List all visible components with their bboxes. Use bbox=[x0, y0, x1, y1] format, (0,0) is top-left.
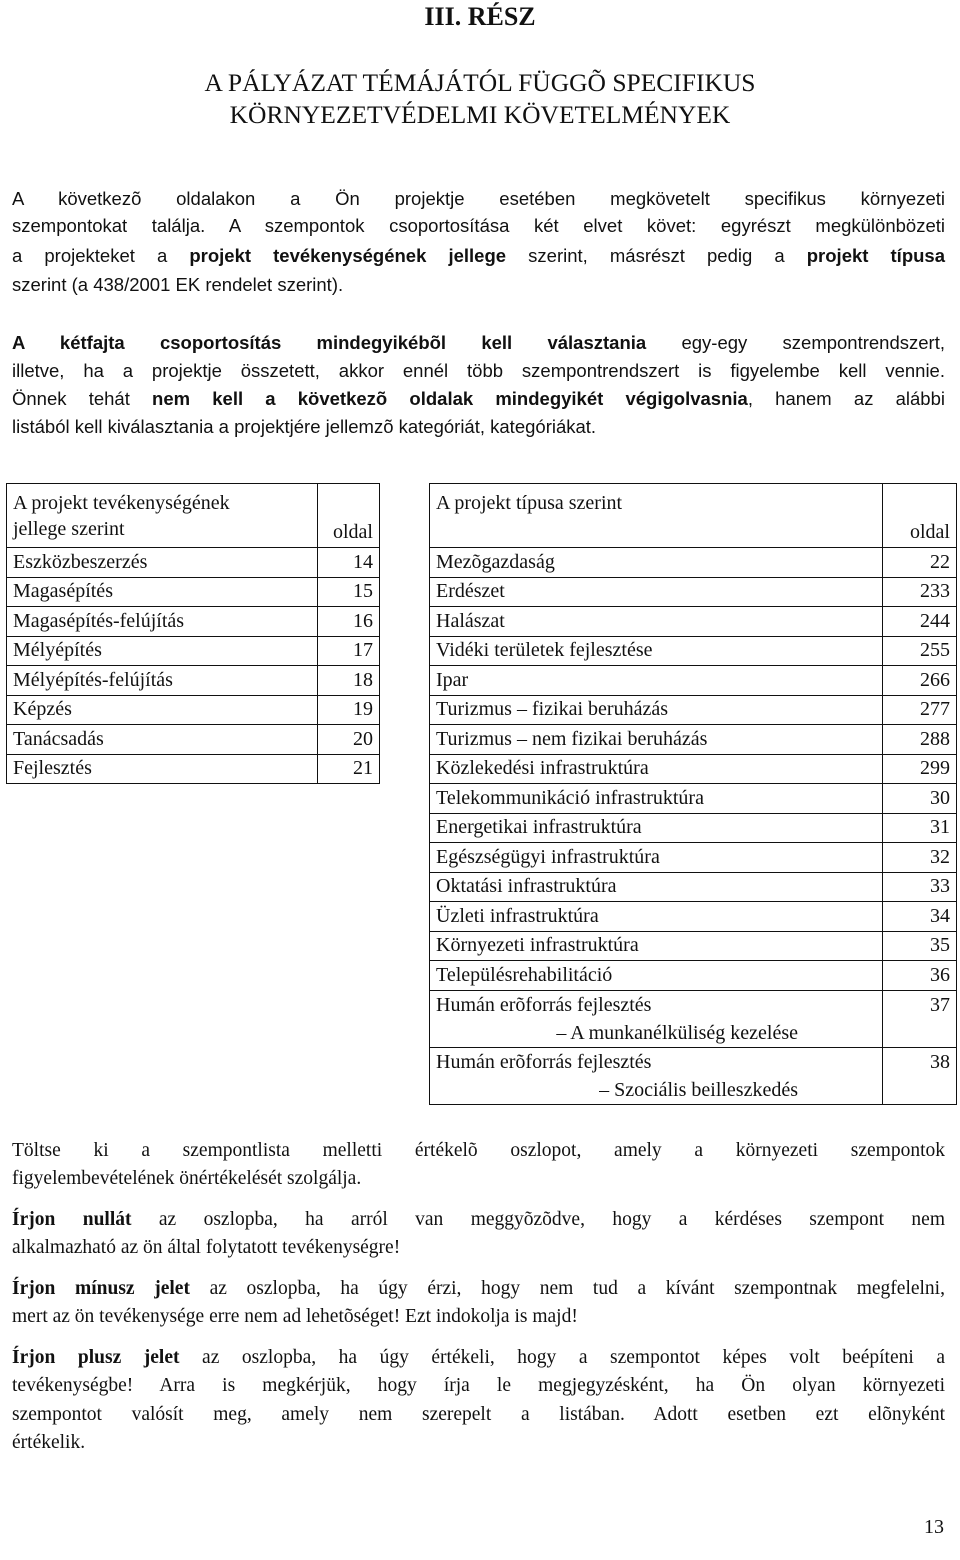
instr-p3-line-2: mert az ön tevékenysége erre nem ad lehetõséget! Ezt indokolja is majd! bbox=[12, 1306, 578, 1327]
intro-line-4: szerint (a 438/2001 EK rendelet szerint). bbox=[12, 274, 344, 295]
para2-line-3: Önnek tehát nem kell a következõ oldalak mindegyikét végigolvasnia, hanem az alábbi bbox=[12, 388, 946, 409]
row-label-sub: – A munkanélküliség kezelése bbox=[556, 1021, 798, 1044]
instr-p4-line-3: szempontot valósít meg, amely nem szerepelt a listában. Adott esetben ezt elõnyként bbox=[12, 1404, 945, 1425]
table-row bbox=[7, 725, 380, 755]
table-row bbox=[430, 990, 957, 1047]
table-row bbox=[7, 636, 380, 666]
row-label: Településrehabilitáció bbox=[430, 961, 883, 991]
row-label: Magasépítés-felújítás bbox=[7, 607, 318, 637]
page-number: 13 bbox=[924, 1516, 944, 1538]
row-label: Környezeti infrastruktúra bbox=[430, 931, 883, 961]
table-header-row bbox=[430, 484, 957, 548]
row-label: Tanácsadás bbox=[7, 725, 318, 755]
intro-line-3: a projekteket a projekt tevékenységének jellege szerint, másrészt pedig a projekt típusa bbox=[12, 245, 945, 266]
row-label: Ipar bbox=[430, 666, 883, 696]
table-row bbox=[7, 754, 380, 784]
row-page: 255 bbox=[883, 636, 957, 666]
para2-line-4: listából kell kiválasztania a projektjére jellemzõ kategóriát, kategóriákat. bbox=[12, 416, 597, 437]
row-label: Turizmus – nem fizikai beruházás bbox=[430, 725, 883, 755]
table-row bbox=[430, 872, 957, 902]
table-row bbox=[430, 843, 957, 873]
para2-line-1: A kétfajta csoportosítás mindegyikébõl kell választania egy-egy szempontrendszert, bbox=[12, 332, 945, 353]
table-row bbox=[430, 548, 957, 578]
row-label: Üzleti infrastruktúra bbox=[430, 902, 883, 932]
activity-table bbox=[6, 483, 380, 784]
row-label: Mélyépítés-felújítás bbox=[7, 666, 318, 696]
title-line-1: A PÁLYÁZAT TÉMÁJÁTÓL FÜGGÕ SPECIFIKUS bbox=[204, 68, 756, 97]
table-row bbox=[430, 813, 957, 843]
instr-p2-line-1: Írjon nullát az oszlopba, ha arról van meggyõzõdve, hogy a kérdéses szempont nem bbox=[12, 1209, 945, 1230]
row-label-main: Humán erõforrás fejlesztés bbox=[436, 1050, 652, 1073]
table-row bbox=[430, 695, 957, 725]
row-label: Turizmus – fizikai beruházás bbox=[430, 695, 883, 725]
table-row bbox=[430, 636, 957, 666]
row-label-main: Humán erõforrás fejlesztés bbox=[436, 993, 652, 1016]
row-page: 35 bbox=[883, 931, 957, 961]
row-label: Mezõgazdaság bbox=[430, 548, 883, 578]
table-row bbox=[430, 577, 957, 607]
instr-p4-line-4: értékelik. bbox=[12, 1432, 86, 1453]
table-row bbox=[430, 931, 957, 961]
row-page: 33 bbox=[883, 872, 957, 902]
table-row bbox=[7, 548, 380, 578]
part-heading: III. RÉSZ bbox=[424, 2, 536, 31]
instr-p2-line-2: alkalmazható az ön által folytatott tevékenységre! bbox=[12, 1237, 401, 1258]
row-page: 36 bbox=[883, 961, 957, 991]
type-header: A projekt típusa szerint bbox=[430, 484, 883, 548]
row-page: 38 bbox=[883, 1047, 957, 1104]
row-label: Energetikai infrastruktúra bbox=[430, 813, 883, 843]
row-page: 277 bbox=[883, 695, 957, 725]
row-page: 244 bbox=[883, 607, 957, 637]
row-label: Közlekedési infrastruktúra bbox=[430, 754, 883, 784]
page-column-header: oldal bbox=[318, 484, 380, 548]
row-label: Eszközbeszerzés bbox=[7, 548, 318, 578]
instr-p1-line-1: Töltse ki a szempontlista melletti értékelõ oszlopot, amely a környezeti szempontok bbox=[12, 1140, 945, 1161]
row-page: 30 bbox=[883, 784, 957, 814]
row-page: 18 bbox=[318, 666, 380, 696]
row-page: 299 bbox=[883, 754, 957, 784]
row-label: Képzés bbox=[7, 695, 318, 725]
row-label: Egészségügyi infrastruktúra bbox=[430, 843, 883, 873]
row-label: Telekommunikáció infrastruktúra bbox=[430, 784, 883, 814]
table-row bbox=[430, 961, 957, 991]
table-row bbox=[7, 607, 380, 637]
row-page: 32 bbox=[883, 843, 957, 873]
intro-line-2: szempontokat találja. A szempontok csoportosítása két elvet követ: egyrészt megkülönbözeti bbox=[12, 215, 945, 236]
intro-line-1: A következõ oldalakon a Ön projektje esetében megkövetelt specifikus környezeti bbox=[12, 188, 945, 209]
row-label: Magasépítés bbox=[7, 577, 318, 607]
row-page: 21 bbox=[318, 754, 380, 784]
page-column-header: oldal bbox=[883, 484, 957, 548]
row-page: 17 bbox=[318, 636, 380, 666]
row-page: 288 bbox=[883, 725, 957, 755]
table-row bbox=[430, 1047, 957, 1104]
row-label: Erdészet bbox=[430, 577, 883, 607]
row-page: 19 bbox=[318, 695, 380, 725]
row-label bbox=[430, 990, 883, 1047]
table-row bbox=[7, 577, 380, 607]
table-row bbox=[430, 784, 957, 814]
row-label bbox=[430, 1047, 883, 1104]
row-page: 37 bbox=[883, 990, 957, 1047]
table-header-row bbox=[7, 484, 380, 548]
instr-p1-line-2: figyelembevételének önértékelését szolgálja. bbox=[12, 1168, 362, 1189]
row-label-sub: – Szociális beilleszkedés bbox=[599, 1078, 798, 1101]
row-page: 34 bbox=[883, 902, 957, 932]
row-label: Mélyépítés bbox=[7, 636, 318, 666]
row-page: 16 bbox=[318, 607, 380, 637]
table-row bbox=[430, 754, 957, 784]
row-label: Vidéki területek fejlesztése bbox=[430, 636, 883, 666]
table-row bbox=[430, 725, 957, 755]
row-label: Fejlesztés bbox=[7, 754, 318, 784]
table-row bbox=[7, 695, 380, 725]
row-label: Oktatási infrastruktúra bbox=[430, 872, 883, 902]
title-line-2: KÖRNYEZETVÉDELMI KÖVETELMÉNYEK bbox=[229, 100, 731, 129]
row-page: 20 bbox=[318, 725, 380, 755]
row-page: 31 bbox=[883, 813, 957, 843]
activity-header: A projekt tevékenységének jellege szerint bbox=[7, 484, 318, 548]
para2-line-2: illetve, ha a projektje összetett, akkor ennél több szempontrendszert is figyelembe kell vennie. bbox=[12, 360, 945, 381]
row-page: 266 bbox=[883, 666, 957, 696]
row-label: Halászat bbox=[430, 607, 883, 637]
table-row bbox=[7, 666, 380, 696]
instr-p3-line-1: Írjon mínusz jelet az oszlopba, ha úgy érzi, hogy nem tud a kívánt szempontnak megfelelni, bbox=[12, 1278, 945, 1299]
row-page: 14 bbox=[318, 548, 380, 578]
instr-p4-line-2: tevékenységbe! Arra is megkérjük, hogy írja le megjegyzésként, ha Ön olyan környezeti bbox=[12, 1375, 945, 1396]
table-row bbox=[430, 666, 957, 696]
row-page: 233 bbox=[883, 577, 957, 607]
row-page: 22 bbox=[883, 548, 957, 578]
instr-p4-line-1: Írjon plusz jelet az oszlopba, ha úgy értékeli, hogy a szempontot képes volt beépíteni a bbox=[12, 1347, 945, 1368]
table-row bbox=[430, 607, 957, 637]
row-page: 15 bbox=[318, 577, 380, 607]
table-row bbox=[430, 902, 957, 932]
type-table bbox=[429, 483, 957, 1105]
